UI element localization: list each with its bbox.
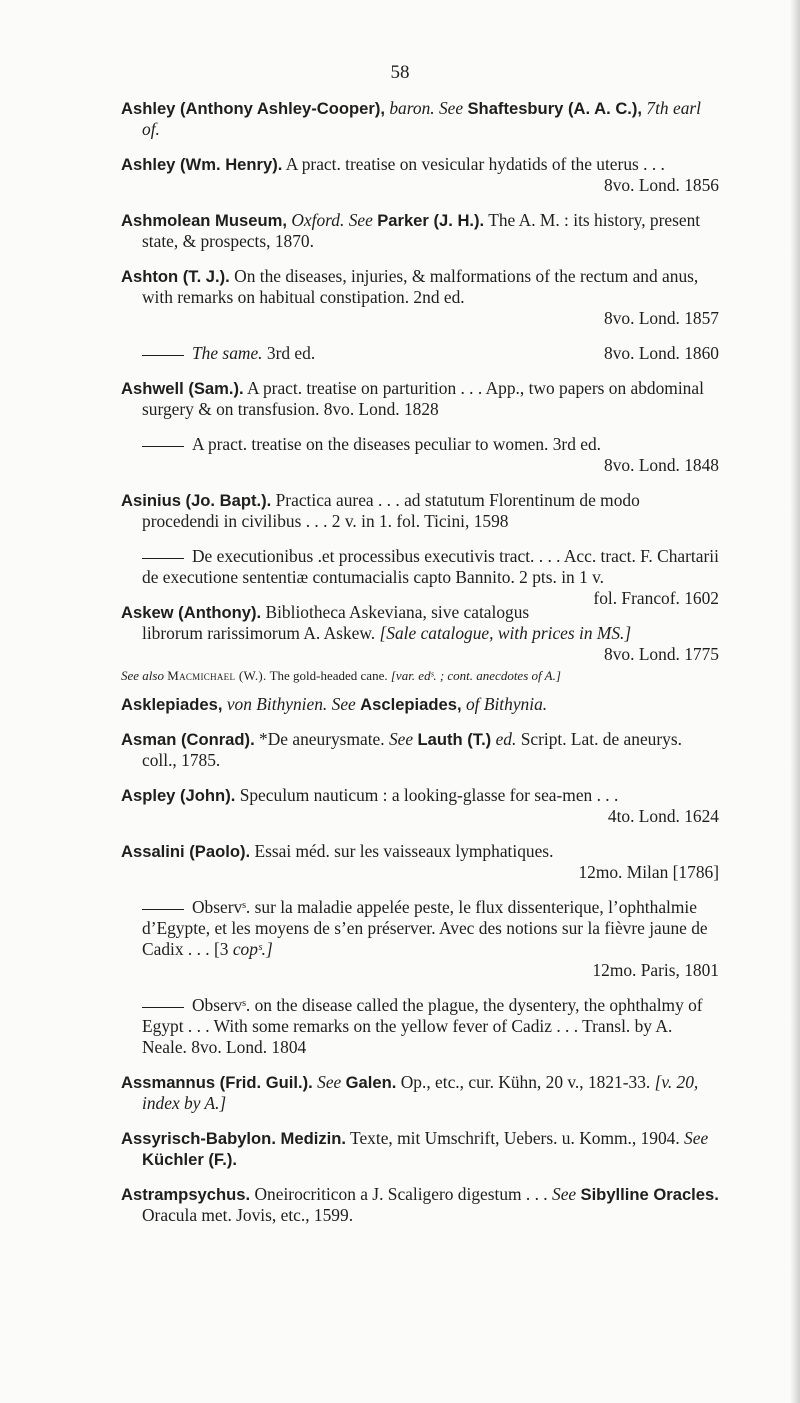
entry-askew xyxy=(121,602,719,665)
entry-ashwell-women xyxy=(121,434,719,476)
see-label: See also xyxy=(121,668,164,683)
entry-imprint: 8vo. Lond. 1857 xyxy=(604,308,719,328)
entry-text: 7th earl of. xyxy=(142,98,701,139)
entry-heading: Askew (Anthony). xyxy=(121,603,262,622)
entry-imprint: 8vo. Lond. 1775 xyxy=(604,644,719,664)
entry-heading: Ashley (Anthony Ashley-Cooper), xyxy=(121,99,385,118)
entry-astrampsychus xyxy=(121,1184,719,1226)
catalogue-entries xyxy=(121,98,719,1240)
entry-text: Oneirocriticon a J. Scaligero digestum . . . xyxy=(254,1184,548,1204)
page-edge-shadow xyxy=(790,0,800,1403)
entry-text: Essai méd. sur les vaisseaux lymphatiques. xyxy=(254,841,554,861)
cross-reference: Küchler (F.). xyxy=(142,1150,237,1169)
cross-reference: Galen. xyxy=(345,1073,397,1092)
entry-text: 3rd ed. xyxy=(266,343,316,363)
entry-ashwell xyxy=(121,378,719,420)
see-label: See xyxy=(348,210,373,230)
see-label: See xyxy=(438,98,464,118)
ditto-dash xyxy=(142,446,184,447)
entry-text: Texte, mit Umschrift, Uebers. u. Komm., 1904. xyxy=(350,1128,680,1148)
entry-askew-see-also xyxy=(121,668,719,684)
cross-reference: Parker (J. H.). xyxy=(377,211,485,230)
entry-imprint: 4to. Lond. 1624 xyxy=(607,806,719,826)
entry-heading: Asklepiades, xyxy=(121,695,223,714)
entry-text: A pract. treatise on parturition . . . App., two papers on abdominal surgery & on transfusion. 8vo. Lond. 1828 xyxy=(142,378,704,419)
entry-ashley-wm-henry xyxy=(121,154,719,196)
see-label: See xyxy=(388,729,414,749)
entry-heading: Ashmolean Museum, xyxy=(121,211,287,230)
entry-heading: Asinius (Jo. Bapt.). xyxy=(121,491,272,510)
entry-aspley xyxy=(121,785,719,827)
entry-heading: Ashley (Wm. Henry). xyxy=(121,155,283,174)
see-label: See xyxy=(317,1072,342,1092)
page-number: 58 xyxy=(390,62,410,83)
see-label: See xyxy=(331,694,356,714)
entry-text: Speculum nauticum : a looking-glasse for sea-men . . . xyxy=(239,785,619,805)
entry-asklepiades xyxy=(121,694,719,715)
entry-imprint: 8vo. Lond. 1860 xyxy=(604,343,719,363)
cross-reference: Shaftesbury (A. A. C.), xyxy=(467,99,643,118)
entry-text: A pract. treatise on vesicular hydatids of the uterus . . . xyxy=(285,154,665,174)
entry-asman xyxy=(121,729,719,771)
entry-text: De executionibus .et processibus executivis tract. . . . Acc. tract. F. Chartarii de executione sententiæ contumacialis capto Bannito. 2 pts. in 1 v. xyxy=(142,546,719,587)
entry-imprint: 8vo. Lond. 1848 xyxy=(604,455,719,475)
entry-note: [v. 20, index by A.] xyxy=(142,1072,699,1113)
ditto-dash xyxy=(142,355,184,356)
entry-note: [Sale catalogue, with prices in MS.] xyxy=(379,623,632,643)
entry-heading: Assalini (Paolo). xyxy=(121,842,251,861)
cross-reference: Sibylline Oracles. xyxy=(580,1185,719,1204)
entry-text: Op., etc., cur. Kühn, 20 v., 1821-33. xyxy=(400,1072,651,1092)
entry-ashmolean-museum xyxy=(121,210,719,252)
entry-heading: Ashton (T. J.). xyxy=(121,267,230,286)
cross-reference: Macmichael (W.). xyxy=(167,668,267,683)
entry-text: Bibliotheca Askeviana, sive catalogus librorum rarissimorum A. Askew. xyxy=(142,602,530,643)
entry-text: *De aneurysmate. xyxy=(259,729,385,749)
entry-note: copˢ.] xyxy=(232,939,273,959)
entry-asinius xyxy=(121,490,719,532)
entry-text: A pract. treatise on the diseases peculiar to women. 3rd ed. xyxy=(192,434,602,454)
entry-text: The A. M. : its history, present state, & prospects, 1870. xyxy=(142,210,701,251)
entry-text: Oxford. xyxy=(291,210,345,230)
entry-text: Script. Lat. de aneurys. coll., 1785. xyxy=(142,729,682,770)
entry-text: ed. xyxy=(495,729,517,749)
entry-assalini-peste xyxy=(121,897,719,981)
entry-text: von Bithynien. xyxy=(226,694,328,714)
ditto-dash xyxy=(142,558,184,559)
see-label: See xyxy=(684,1128,709,1148)
entry-text: Observˢ. on the disease called the plague, the dysentery, the ophthalmy of Egypt . . . With some remarks on the yellow fever of Cadiz . . . Transl. by A. Neale. 8vo. Lond. 1804 xyxy=(142,995,703,1057)
entry-text: Observˢ. sur la maladie appelée peste, le flux dissenterique, l’ophthalmie d’Egypte, et les moyens de s’en préserver. Avec des notions sur la fièvre jaune de Cadix . . . [3 xyxy=(142,897,708,959)
cross-reference: Lauth (T.) xyxy=(417,730,492,749)
entry-imprint: fol. Francof. 1602 xyxy=(593,588,719,608)
entry-text: The gold-headed cane. xyxy=(269,668,388,683)
entry-ashley-anthony xyxy=(121,98,719,140)
ditto-dash xyxy=(142,909,184,910)
entry-text: of Bithynia. xyxy=(465,694,548,714)
entry-assalini xyxy=(121,841,719,883)
entry-heading: Ashwell (Sam.). xyxy=(121,379,244,398)
entry-text: Practica aurea . . . ad statutum Florentinum de modo procedendi in civilibus . . . 2 v. in 1. fol. Ticini, 1598 xyxy=(142,490,640,531)
entry-imprint: 12mo. Milan [1786] xyxy=(578,862,719,882)
entry-ashton xyxy=(121,266,719,329)
entry-assyrisch-babylon xyxy=(121,1128,719,1170)
entry-text: On the diseases, injuries, & malformations of the rectum and anus, with remarks on habitual constipation. 2nd ed. xyxy=(142,266,699,307)
entry-imprint: 8vo. Lond. 1856 xyxy=(604,175,719,195)
see-label: See xyxy=(552,1184,577,1204)
entry-heading: Assyrisch-Babylon. Medizin. xyxy=(121,1129,346,1148)
entry-asinius-executionibus xyxy=(121,546,719,608)
entry-imprint: 12mo. Paris, 1801 xyxy=(592,960,719,980)
entry-heading: Asman (Conrad). xyxy=(121,730,255,749)
entry-text: The same. xyxy=(192,343,263,363)
entry-heading: Aspley (John). xyxy=(121,786,236,805)
entry-heading: Assmannus (Frid. Guil.). xyxy=(121,1073,313,1092)
entry-note: [var. edˢ. ; cont. anecdotes of A.] xyxy=(390,668,561,683)
entry-text: Oracula met. Jovis, etc., 1599. xyxy=(142,1205,354,1225)
entry-assalini-plague xyxy=(121,995,719,1058)
ditto-dash xyxy=(142,1007,184,1008)
entry-assmannus xyxy=(121,1072,719,1114)
entry-heading: Astrampsychus. xyxy=(121,1185,251,1204)
entry-text: baron. xyxy=(389,98,435,118)
cross-reference: Asclepiades, xyxy=(360,695,462,714)
entry-ashton-same xyxy=(121,343,719,364)
